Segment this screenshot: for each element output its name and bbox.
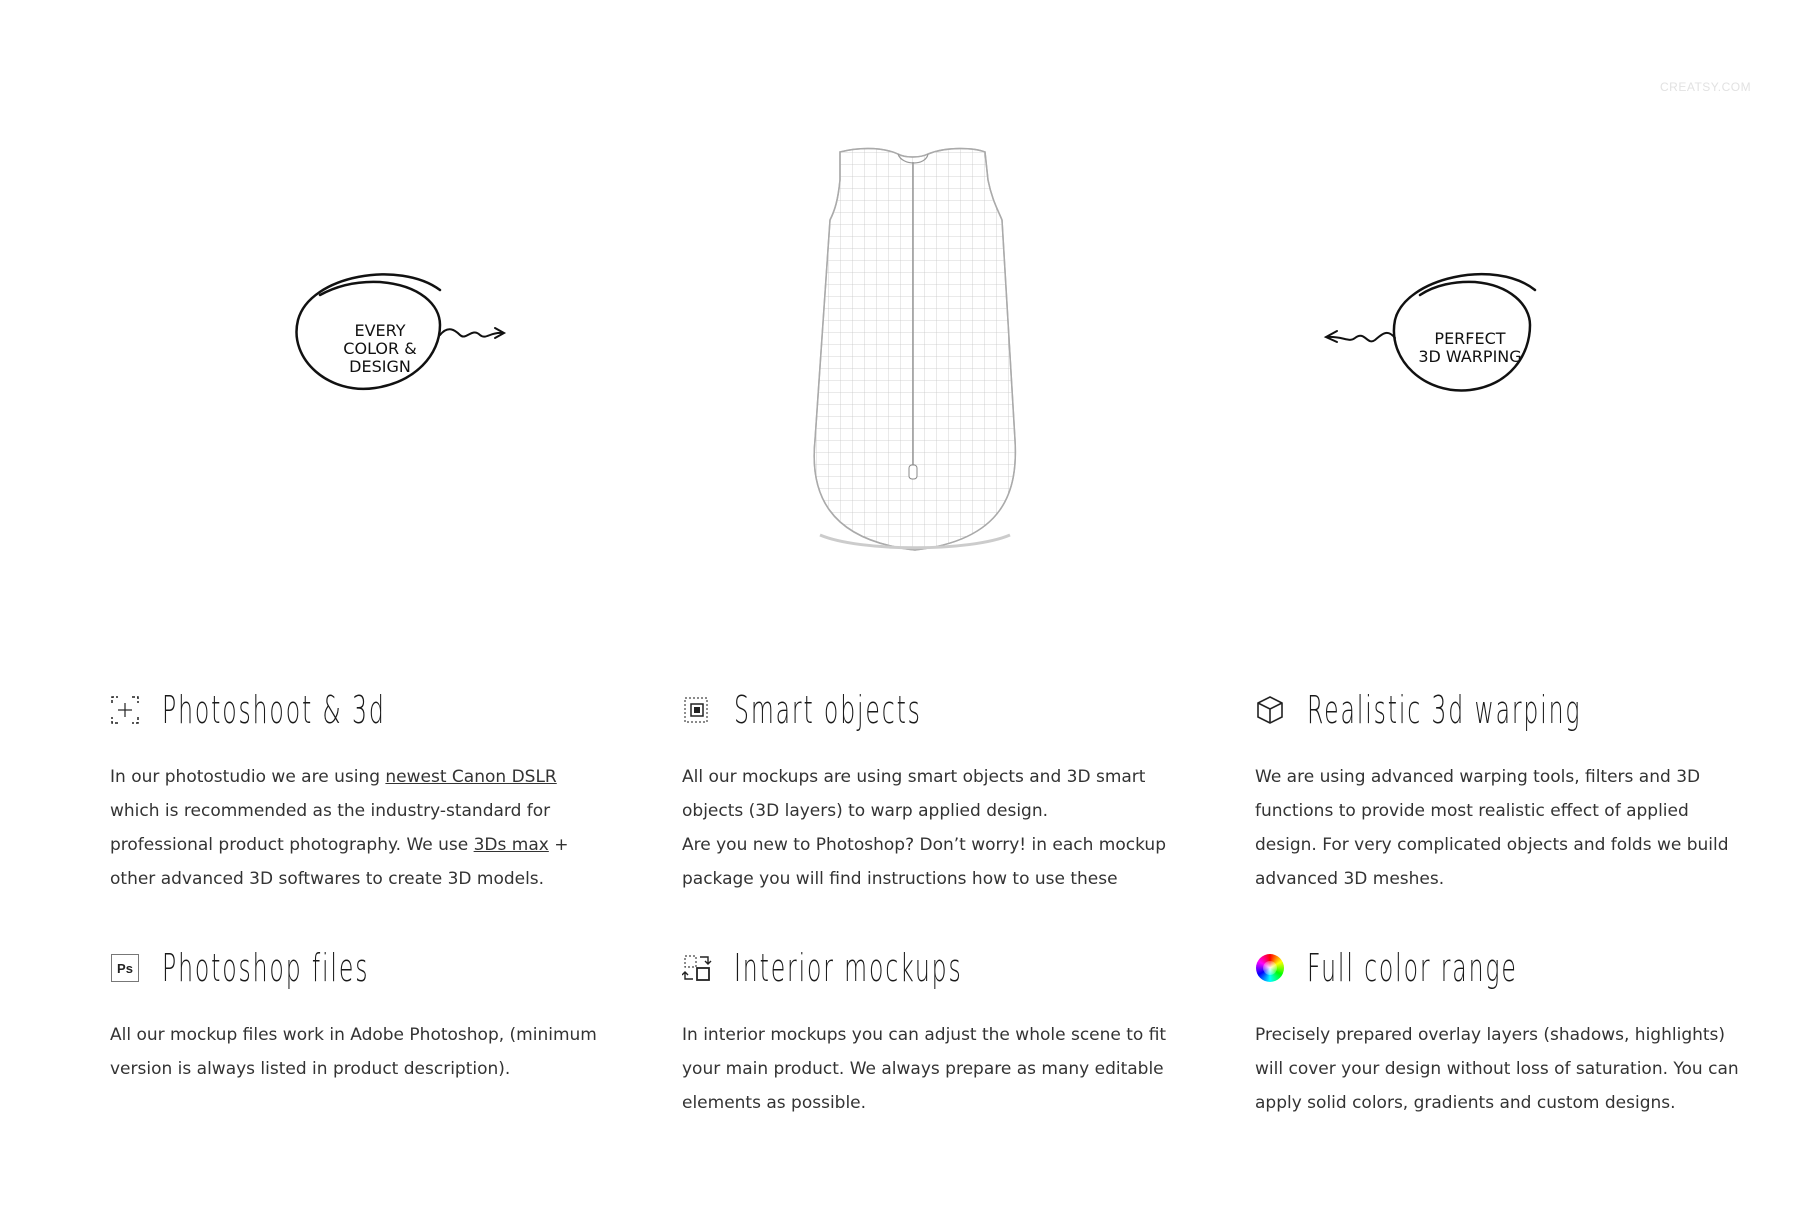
callout-text: [330, 322, 430, 376]
feature-title: Full color range: [1307, 946, 1518, 990]
interior-swap-icon: [682, 953, 712, 983]
callout-every-color: [290, 260, 550, 430]
feature-realistic-warping: [1255, 680, 1755, 896]
body-text: In our photostudio we are using: [110, 767, 386, 787]
3ds-max-link[interactable]: 3Ds max: [473, 835, 549, 855]
ps-label: Ps: [111, 954, 139, 982]
photoshop-icon: [110, 953, 140, 983]
feature-photoshoot: [110, 680, 610, 896]
crop-frame-icon: [110, 695, 140, 725]
feature-body: Precisely prepared overlay layers (shadows, highlights) will cover your design without loss of saturation. You can apply solid colors, gradients and custom designs.: [1255, 1025, 1739, 1113]
feature-title: Realistic 3d warping: [1307, 688, 1582, 732]
body-text: + other advanced 3D softwares to create 3D models.: [110, 835, 569, 889]
body-text: Are you new to Photoshop? Don’t worry! in each mockup package you will find instructions how to use these: [682, 835, 1167, 889]
feature-title: Photoshoot & 3d: [162, 688, 386, 732]
callout-line: 3D WARPING: [1418, 347, 1522, 366]
feature-smart-objects: [682, 680, 1182, 896]
feature-body: All our mockup files work in Adobe Photoshop, (minimum version is always listed in product description).: [110, 1025, 597, 1079]
callout-line: EVERY: [354, 321, 406, 340]
feature-photoshop-files: [110, 938, 610, 1086]
callout-3d-warping: [1295, 260, 1555, 430]
feature-title: Smart objects: [734, 688, 922, 732]
canon-dslr-link[interactable]: newest Canon DSLR: [385, 767, 557, 787]
feature-body: We are using advanced warping tools, filters and 3D functions to provide most realistic effect of applied design. For very complicated objects and folds we build advanced 3D meshes.: [1255, 767, 1729, 889]
feature-body: In interior mockups you can adjust the whole scene to fit your main product. We always prepare as many editable elements as possible.: [682, 1025, 1167, 1113]
feature-title: Photoshop files: [162, 946, 370, 990]
feature-full-color-range: [1255, 938, 1755, 1120]
callout-line: DESIGN: [349, 357, 411, 376]
body-text: which is recommended as the industry-standard for professional product photography. We use: [110, 801, 551, 855]
color-wheel: [1256, 954, 1284, 982]
watermark: CREATSY.COM: [1660, 80, 1752, 94]
cube-icon: [1255, 695, 1285, 725]
color-wheel-icon: [1255, 953, 1285, 983]
callout-line: COLOR &: [343, 339, 417, 358]
feature-interior-mockups: [682, 938, 1182, 1120]
callout-text: [1405, 330, 1535, 366]
product-sleep-sack-image: [780, 140, 1050, 560]
smart-object-icon: [682, 695, 712, 725]
body-text: All our mockups are using smart objects and 3D smart objects (3D layers) to warp applied design.: [682, 767, 1146, 821]
feature-body: [682, 760, 1182, 896]
callout-line: PERFECT: [1434, 329, 1506, 348]
feature-body: [110, 760, 610, 896]
feature-title: Interior mockups: [734, 946, 963, 990]
